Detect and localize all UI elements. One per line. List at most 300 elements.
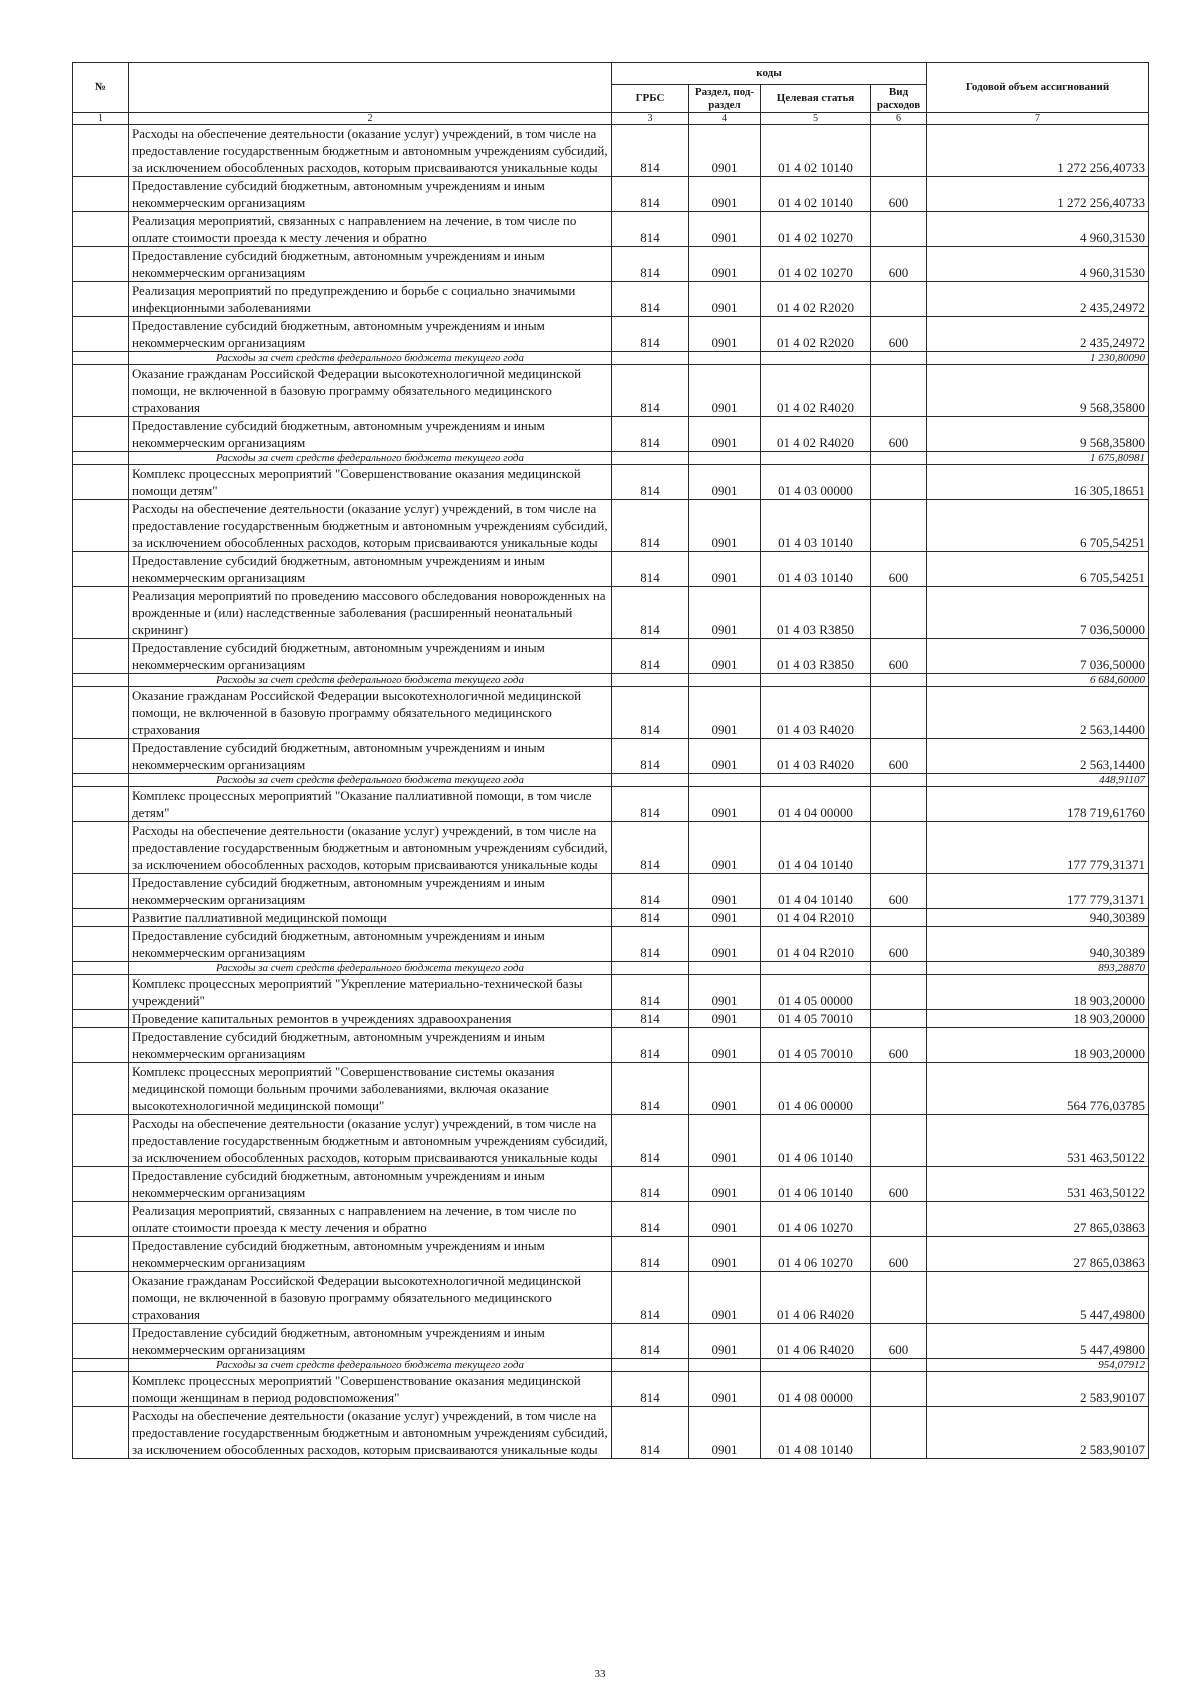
row-number-cell xyxy=(73,317,129,352)
annual-amount: 5 447,49800 xyxy=(927,1272,1149,1324)
row-description: Расходы на обеспечение деятельности (оказание услуг) учреждений, в том числе на предоставление государственным бюджетным и автономным учреждениям субсидий, за исключением обособленных расходов, которым присваиваются уникальные коды xyxy=(129,1115,612,1167)
annual-amount: 6 705,54251 xyxy=(927,552,1149,587)
expense-type-code xyxy=(871,465,927,500)
grbs-code: 814 xyxy=(612,125,689,177)
section-code: 0901 xyxy=(689,787,761,822)
column-number: 1 xyxy=(73,113,129,125)
row-description: Предоставление субсидий бюджетным, автономным учреждениям и иным некоммерческим организациям xyxy=(129,247,612,282)
annual-amount: 177 779,31371 xyxy=(927,822,1149,874)
section-code: 0901 xyxy=(689,874,761,909)
row-description: Расходы на обеспечение деятельности (оказание услуг) учреждений, в том числе на предоставление государственным бюджетным и автономным учреждениям субсидий, за исключением обособленных расходов, которым присваиваются уникальные коды xyxy=(129,822,612,874)
federal-budget-amount: 954,07912 xyxy=(927,1359,1149,1372)
row-number-cell xyxy=(73,1010,129,1028)
expense-type-code: 600 xyxy=(871,927,927,962)
empty-cell xyxy=(871,962,927,975)
empty-cell xyxy=(612,962,689,975)
expense-type-code xyxy=(871,822,927,874)
grbs-code: 814 xyxy=(612,822,689,874)
annual-amount: 2 563,14400 xyxy=(927,687,1149,739)
table-row xyxy=(73,909,1149,927)
expense-type-code: 600 xyxy=(871,639,927,674)
annual-amount: 2 435,24972 xyxy=(927,282,1149,317)
annual-amount: 9 568,35800 xyxy=(927,365,1149,417)
grbs-code: 814 xyxy=(612,552,689,587)
expense-type-code xyxy=(871,909,927,927)
federal-budget-label: Расходы за счет средств федерального бюджета текущего года xyxy=(129,1359,612,1372)
table-row xyxy=(73,687,1149,739)
federal-budget-amount: 448,91107 xyxy=(927,774,1149,787)
row-number-cell xyxy=(73,465,129,500)
row-description: Комплекс процессных мероприятий "Совершенствование системы оказания медицинской помощи больным прочими заболеваниями, включая оказание высокотехнологичной медицинской помощи" xyxy=(129,1063,612,1115)
target-article-code: 01 4 03 R4020 xyxy=(761,687,871,739)
row-number-cell xyxy=(73,247,129,282)
row-number-cell xyxy=(73,452,129,465)
target-article-code: 01 4 06 00000 xyxy=(761,1063,871,1115)
expense-type-code: 600 xyxy=(871,1237,927,1272)
row-number-cell xyxy=(73,1237,129,1272)
row-number-cell xyxy=(73,1167,129,1202)
grbs-code: 814 xyxy=(612,365,689,417)
table-row xyxy=(73,247,1149,282)
expense-type-code: 600 xyxy=(871,177,927,212)
table-row xyxy=(73,787,1149,822)
target-article-code: 01 4 02 R2020 xyxy=(761,282,871,317)
expense-type-code: 600 xyxy=(871,417,927,452)
annual-amount: 178 719,61760 xyxy=(927,787,1149,822)
federal-budget-amount: 6 684,60000 xyxy=(927,674,1149,687)
annual-amount: 564 776,03785 xyxy=(927,1063,1149,1115)
row-number-cell xyxy=(73,1359,129,1372)
target-article-code: 01 4 02 10270 xyxy=(761,212,871,247)
row-description: Предоставление субсидий бюджетным, автономным учреждениям и иным некоммерческим организациям xyxy=(129,1028,612,1063)
header-razdel: Раздел, под- раздел xyxy=(689,85,761,113)
federal-budget-amount: 893,28870 xyxy=(927,962,1149,975)
grbs-code: 814 xyxy=(612,417,689,452)
row-number-cell xyxy=(73,1372,129,1407)
grbs-code: 814 xyxy=(612,212,689,247)
empty-cell xyxy=(689,452,761,465)
expense-type-code xyxy=(871,1115,927,1167)
table-row xyxy=(73,1028,1149,1063)
target-article-code: 01 4 03 R4020 xyxy=(761,739,871,774)
row-description: Комплекс процессных мероприятий "Совершенствование оказания медицинской помощи женщинам в период родовспоможения" xyxy=(129,1372,612,1407)
table-row xyxy=(73,587,1149,639)
expense-type-code xyxy=(871,975,927,1010)
row-description: Расходы на обеспечение деятельности (оказание услуг) учреждений, в том числе на предоставление государственным бюджетным и автономным учреждениям субсидий, за исключением обособленных расходов, которым присваиваются уникальные коды xyxy=(129,125,612,177)
annual-amount: 7 036,50000 xyxy=(927,587,1149,639)
annual-amount: 2 583,90107 xyxy=(927,1372,1149,1407)
table-row xyxy=(73,317,1149,352)
section-code: 0901 xyxy=(689,1167,761,1202)
expense-type-code xyxy=(871,587,927,639)
table-row xyxy=(73,927,1149,962)
section-code: 0901 xyxy=(689,1028,761,1063)
section-code: 0901 xyxy=(689,822,761,874)
target-article-code: 01 4 08 10140 xyxy=(761,1407,871,1459)
empty-cell xyxy=(871,452,927,465)
target-article-code: 01 4 04 R2010 xyxy=(761,909,871,927)
expense-type-code xyxy=(871,1272,927,1324)
empty-cell xyxy=(612,774,689,787)
row-description: Предоставление субсидий бюджетным, автономным учреждениям и иным некоммерческим организациям xyxy=(129,317,612,352)
section-code: 0901 xyxy=(689,247,761,282)
row-description: Комплекс процессных мероприятий "Укрепление материально-технической базы учреждений" xyxy=(129,975,612,1010)
annual-amount: 4 960,31530 xyxy=(927,212,1149,247)
expense-type-code xyxy=(871,500,927,552)
grbs-code: 814 xyxy=(612,1407,689,1459)
grbs-code: 814 xyxy=(612,687,689,739)
row-description: Предоставление субсидий бюджетным, автономным учреждениям и иным некоммерческим организациям xyxy=(129,739,612,774)
table-row xyxy=(73,1010,1149,1028)
table-row xyxy=(73,822,1149,874)
column-number: 3 xyxy=(612,113,689,125)
row-description: Оказание гражданам Российской Федерации высокотехнологичной медицинской помощи, не включенной в базовую программу обязательного медицинского страхования xyxy=(129,1272,612,1324)
empty-cell xyxy=(612,1359,689,1372)
annual-amount: 531 463,50122 xyxy=(927,1115,1149,1167)
header-annual-volume: Годовой объем ассигнований xyxy=(927,63,1149,113)
table-row xyxy=(73,1202,1149,1237)
row-description: Комплекс процессных мероприятий "Совершенствование оказания медицинской помощи детям" xyxy=(129,465,612,500)
section-code: 0901 xyxy=(689,417,761,452)
column-number: 5 xyxy=(761,113,871,125)
expense-type-code xyxy=(871,212,927,247)
annual-amount: 4 960,31530 xyxy=(927,247,1149,282)
section-code: 0901 xyxy=(689,687,761,739)
grbs-code: 814 xyxy=(612,787,689,822)
expense-type-code xyxy=(871,365,927,417)
target-article-code: 01 4 02 R4020 xyxy=(761,365,871,417)
row-number-cell xyxy=(73,352,129,365)
section-code: 0901 xyxy=(689,500,761,552)
row-description: Предоставление субсидий бюджетным, автономным учреждениям и иным некоммерческим организациям xyxy=(129,639,612,674)
row-number-cell xyxy=(73,739,129,774)
row-number-cell xyxy=(73,125,129,177)
row-number-cell xyxy=(73,1272,129,1324)
empty-cell xyxy=(761,452,871,465)
annual-amount: 531 463,50122 xyxy=(927,1167,1149,1202)
header-codes: коды xyxy=(612,63,927,85)
annual-amount: 5 447,49800 xyxy=(927,1324,1149,1359)
row-number-cell xyxy=(73,365,129,417)
annual-amount: 940,30389 xyxy=(927,927,1149,962)
federal-budget-amount: 1 230,80090 xyxy=(927,352,1149,365)
row-description: Расходы на обеспечение деятельности (оказание услуг) учреждений, в том числе на предоставление государственным бюджетным и автономным учреждениям субсидий, за исключением обособленных расходов, которым присваиваются уникальные коды xyxy=(129,1407,612,1459)
expense-type-code xyxy=(871,282,927,317)
column-number-row xyxy=(73,113,1149,125)
row-number-cell xyxy=(73,1202,129,1237)
row-number-cell xyxy=(73,975,129,1010)
section-code: 0901 xyxy=(689,639,761,674)
page-number: 33 xyxy=(594,1668,606,1680)
target-article-code: 01 4 02 10140 xyxy=(761,177,871,212)
row-description: Предоставление субсидий бюджетным, автономным учреждениям и иным некоммерческим организациям xyxy=(129,417,612,452)
table-row xyxy=(73,282,1149,317)
section-code: 0901 xyxy=(689,552,761,587)
table-row xyxy=(73,417,1149,452)
annual-amount: 27 865,03863 xyxy=(927,1237,1149,1272)
row-number-cell xyxy=(73,1063,129,1115)
empty-cell xyxy=(761,352,871,365)
table-row xyxy=(73,1237,1149,1272)
annual-amount: 940,30389 xyxy=(927,909,1149,927)
row-description: Предоставление субсидий бюджетным, автономным учреждениям и иным некоммерческим организациям xyxy=(129,927,612,962)
section-code: 0901 xyxy=(689,1272,761,1324)
empty-cell xyxy=(689,352,761,365)
grbs-code: 814 xyxy=(612,909,689,927)
table-row xyxy=(73,639,1149,674)
empty-cell xyxy=(761,774,871,787)
section-code: 0901 xyxy=(689,125,761,177)
target-article-code: 01 4 05 70010 xyxy=(761,1010,871,1028)
grbs-code: 814 xyxy=(612,927,689,962)
target-article-code: 01 4 06 R4020 xyxy=(761,1324,871,1359)
column-number: 4 xyxy=(689,113,761,125)
federal-budget-label: Расходы за счет средств федерального бюджета текущего года xyxy=(129,352,612,365)
row-number-cell xyxy=(73,1407,129,1459)
row-number-cell xyxy=(73,639,129,674)
empty-cell xyxy=(761,674,871,687)
row-number-cell xyxy=(73,687,129,739)
annual-amount: 18 903,20000 xyxy=(927,975,1149,1010)
row-description: Предоставление субсидий бюджетным, автономным учреждениям и иным некоммерческим организациям xyxy=(129,1324,612,1359)
annual-amount: 177 779,31371 xyxy=(927,874,1149,909)
table-row xyxy=(73,465,1149,500)
table-header xyxy=(73,63,1149,125)
row-number-cell xyxy=(73,1115,129,1167)
row-description: Расходы на обеспечение деятельности (оказание услуг) учреждений, в том числе на предоставление государственным бюджетным и автономным учреждениям субсидий, за исключением обособленных расходов, которым присваиваются уникальные коды xyxy=(129,500,612,552)
section-code: 0901 xyxy=(689,1237,761,1272)
empty-cell xyxy=(871,1359,927,1372)
section-code: 0901 xyxy=(689,975,761,1010)
expense-type-code xyxy=(871,1063,927,1115)
empty-cell xyxy=(689,962,761,975)
target-article-code: 01 4 02 R2020 xyxy=(761,317,871,352)
column-number: 6 xyxy=(871,113,927,125)
table-row xyxy=(73,1063,1149,1115)
annual-amount: 1 272 256,40733 xyxy=(927,125,1149,177)
empty-cell xyxy=(612,352,689,365)
target-article-code: 01 4 04 10140 xyxy=(761,822,871,874)
table-row xyxy=(73,125,1149,177)
empty-cell xyxy=(689,774,761,787)
federal-budget-label: Расходы за счет средств федерального бюджета текущего года xyxy=(129,962,612,975)
table-row xyxy=(73,212,1149,247)
row-number-cell xyxy=(73,822,129,874)
table-row xyxy=(73,874,1149,909)
grbs-code: 814 xyxy=(612,282,689,317)
empty-cell xyxy=(689,1359,761,1372)
federal-budget-amount: 1 675,80981 xyxy=(927,452,1149,465)
section-code: 0901 xyxy=(689,1324,761,1359)
table-row xyxy=(73,177,1149,212)
section-code: 0901 xyxy=(689,739,761,774)
annual-amount: 18 903,20000 xyxy=(927,1010,1149,1028)
expense-type-code xyxy=(871,1010,927,1028)
target-article-code: 01 4 03 R3850 xyxy=(761,639,871,674)
expense-type-code xyxy=(871,1407,927,1459)
section-code: 0901 xyxy=(689,1010,761,1028)
annual-amount: 6 705,54251 xyxy=(927,500,1149,552)
empty-cell xyxy=(761,962,871,975)
target-article-code: 01 4 02 R4020 xyxy=(761,417,871,452)
grbs-code: 814 xyxy=(612,1028,689,1063)
target-article-code: 01 4 04 R2010 xyxy=(761,927,871,962)
target-article-code: 01 4 04 00000 xyxy=(761,787,871,822)
annual-amount: 16 305,18651 xyxy=(927,465,1149,500)
expense-type-code: 600 xyxy=(871,874,927,909)
section-code: 0901 xyxy=(689,1115,761,1167)
expense-type-code: 600 xyxy=(871,739,927,774)
section-code: 0901 xyxy=(689,465,761,500)
grbs-code: 814 xyxy=(612,500,689,552)
row-number-cell xyxy=(73,787,129,822)
header-grbs: ГРБС xyxy=(612,85,689,113)
grbs-code: 814 xyxy=(612,1272,689,1324)
expense-type-code: 600 xyxy=(871,247,927,282)
row-description: Оказание гражданам Российской Федерации высокотехнологичной медицинской помощи, не включенной в базовую программу обязательного медицинского страхования xyxy=(129,365,612,417)
target-article-code: 01 4 06 10270 xyxy=(761,1237,871,1272)
expense-type-code xyxy=(871,125,927,177)
annual-amount: 1 272 256,40733 xyxy=(927,177,1149,212)
annual-amount: 9 568,35800 xyxy=(927,417,1149,452)
grbs-code: 814 xyxy=(612,1010,689,1028)
target-article-code: 01 4 02 10140 xyxy=(761,125,871,177)
empty-cell xyxy=(761,1359,871,1372)
empty-cell xyxy=(612,674,689,687)
expense-type-code: 600 xyxy=(871,1324,927,1359)
federal-budget-row xyxy=(73,352,1149,365)
section-code: 0901 xyxy=(689,212,761,247)
row-description: Реализация мероприятий, связанных с направлением на лечение, в том числе по оплате стоимости проезда к месту лечения и обратно xyxy=(129,212,612,247)
grbs-code: 814 xyxy=(612,975,689,1010)
grbs-code: 814 xyxy=(612,1324,689,1359)
annual-amount: 2 435,24972 xyxy=(927,317,1149,352)
section-code: 0901 xyxy=(689,282,761,317)
federal-budget-row xyxy=(73,452,1149,465)
section-code: 0901 xyxy=(689,1063,761,1115)
header-expense-type: Вид расходов xyxy=(871,85,927,113)
expense-type-code xyxy=(871,1202,927,1237)
expense-type-code xyxy=(871,1372,927,1407)
federal-budget-label: Расходы за счет средств федерального бюджета текущего года xyxy=(129,452,612,465)
annual-amount: 27 865,03863 xyxy=(927,1202,1149,1237)
target-article-code: 01 4 05 70010 xyxy=(761,1028,871,1063)
row-number-cell xyxy=(73,417,129,452)
section-code: 0901 xyxy=(689,909,761,927)
grbs-code: 814 xyxy=(612,1115,689,1167)
row-description: Предоставление субсидий бюджетным, автономным учреждениям и иным некоммерческим организациям xyxy=(129,874,612,909)
table-row xyxy=(73,1272,1149,1324)
row-number-cell xyxy=(73,282,129,317)
target-article-code: 01 4 03 10140 xyxy=(761,500,871,552)
column-number: 2 xyxy=(129,113,612,125)
empty-cell xyxy=(871,674,927,687)
table-row xyxy=(73,1372,1149,1407)
column-number: 7 xyxy=(927,113,1149,125)
target-article-code: 01 4 02 10270 xyxy=(761,247,871,282)
grbs-code: 814 xyxy=(612,177,689,212)
target-article-code: 01 4 03 R3850 xyxy=(761,587,871,639)
grbs-code: 814 xyxy=(612,317,689,352)
expense-type-code: 600 xyxy=(871,552,927,587)
row-number-cell xyxy=(73,587,129,639)
empty-cell xyxy=(871,774,927,787)
table-row xyxy=(73,1324,1149,1359)
table-row xyxy=(73,500,1149,552)
row-description: Проведение капитальных ремонтов в учреждениях здравоохранения xyxy=(129,1010,612,1028)
target-article-code: 01 4 04 10140 xyxy=(761,874,871,909)
empty-cell xyxy=(871,352,927,365)
grbs-code: 814 xyxy=(612,1372,689,1407)
row-number-cell xyxy=(73,874,129,909)
grbs-code: 814 xyxy=(612,1167,689,1202)
section-code: 0901 xyxy=(689,1372,761,1407)
federal-budget-row xyxy=(73,1359,1149,1372)
target-article-code: 01 4 03 00000 xyxy=(761,465,871,500)
target-article-code: 01 4 06 R4020 xyxy=(761,1272,871,1324)
annual-amount: 2 583,90107 xyxy=(927,1407,1149,1459)
budget-table-sheet xyxy=(72,62,1148,1459)
row-number-cell xyxy=(73,674,129,687)
grbs-code: 814 xyxy=(612,587,689,639)
budget-allocation-table xyxy=(72,62,1149,1459)
row-description: Развитие паллиативной медицинской помощи xyxy=(129,909,612,927)
grbs-code: 814 xyxy=(612,739,689,774)
target-article-code: 01 4 06 10270 xyxy=(761,1202,871,1237)
section-code: 0901 xyxy=(689,927,761,962)
row-description: Предоставление субсидий бюджетным, автономным учреждениям и иным некоммерческим организациям xyxy=(129,1167,612,1202)
header-target-article: Целевая статья xyxy=(761,85,871,113)
expense-type-code: 600 xyxy=(871,1028,927,1063)
target-article-code: 01 4 08 00000 xyxy=(761,1372,871,1407)
grbs-code: 814 xyxy=(612,639,689,674)
expense-type-code: 600 xyxy=(871,1167,927,1202)
row-description: Комплекс процессных мероприятий "Оказание паллиативной помощи, в том числе детям" xyxy=(129,787,612,822)
grbs-code: 814 xyxy=(612,874,689,909)
row-number-cell xyxy=(73,774,129,787)
annual-amount: 7 036,50000 xyxy=(927,639,1149,674)
annual-amount: 18 903,20000 xyxy=(927,1028,1149,1063)
row-description: Оказание гражданам Российской Федерации высокотехнологичной медицинской помощи, не включенной в базовую программу обязательного медицинского страхования xyxy=(129,687,612,739)
grbs-code: 814 xyxy=(612,1237,689,1272)
header-description xyxy=(129,63,612,113)
row-number-cell xyxy=(73,1028,129,1063)
grbs-code: 814 xyxy=(612,1063,689,1115)
section-code: 0901 xyxy=(689,587,761,639)
expense-type-code xyxy=(871,787,927,822)
federal-budget-row xyxy=(73,674,1149,687)
empty-cell xyxy=(689,674,761,687)
table-row xyxy=(73,739,1149,774)
target-article-code: 01 4 03 10140 xyxy=(761,552,871,587)
expense-type-code xyxy=(871,687,927,739)
target-article-code: 01 4 06 10140 xyxy=(761,1167,871,1202)
row-description: Предоставление субсидий бюджетным, автономным учреждениям и иным некоммерческим организациям xyxy=(129,552,612,587)
empty-cell xyxy=(612,452,689,465)
grbs-code: 814 xyxy=(612,465,689,500)
row-number-cell xyxy=(73,177,129,212)
federal-budget-label: Расходы за счет средств федерального бюджета текущего года xyxy=(129,674,612,687)
table-row xyxy=(73,1115,1149,1167)
section-code: 0901 xyxy=(689,317,761,352)
row-number-cell xyxy=(73,500,129,552)
table-row xyxy=(73,1167,1149,1202)
row-description: Предоставление субсидий бюджетным, автономным учреждениям и иным некоммерческим организациям xyxy=(129,177,612,212)
row-description: Реализация мероприятий, связанных с направлением на лечение, в том числе по оплате стоимости проезда к месту лечения и обратно xyxy=(129,1202,612,1237)
row-number-cell xyxy=(73,212,129,247)
table-row xyxy=(73,1407,1149,1459)
section-code: 0901 xyxy=(689,177,761,212)
